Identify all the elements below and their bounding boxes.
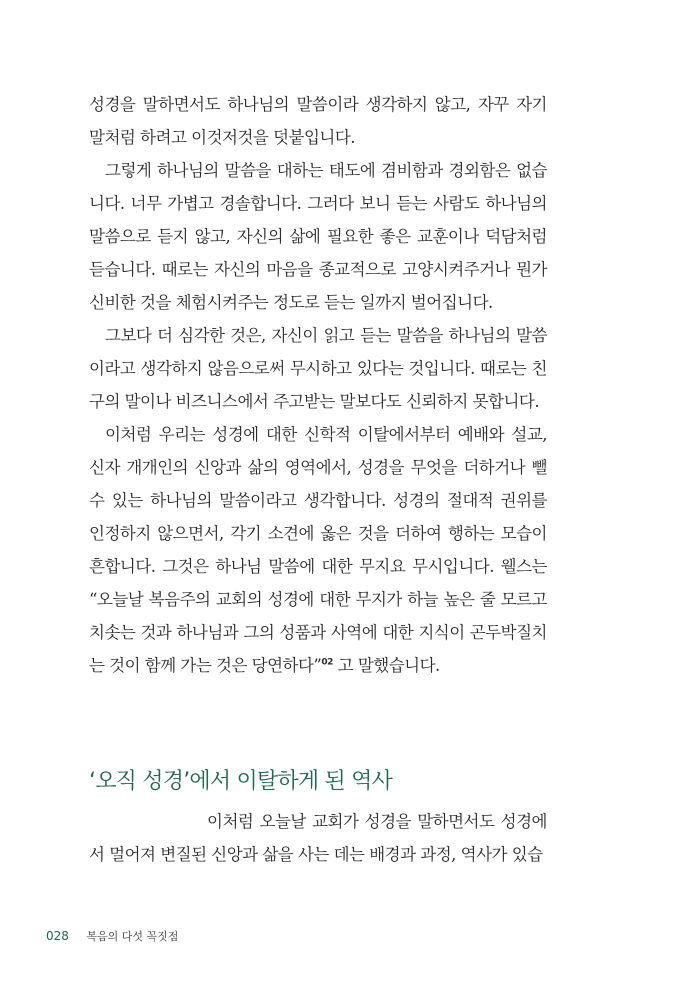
section-body <box>89 805 547 871</box>
page-number: 028 <box>46 929 69 943</box>
paragraph-4-tail: 고 말했습니다. <box>332 656 440 675</box>
section-heading: ‘오직 성경’에서 이탈하게 된 역사 <box>89 769 393 794</box>
paragraph-4 <box>89 418 547 682</box>
paragraph-2: 그렇게 하나님의 말씀을 대하는 태도에 겸비함과 경외함은 없습니다. 너무 가볍고 경솔합니다. 그러다 보니 듣는 사람도 하나님의 말씀으로 듣지 않고, 자신의 삶에 필요한 좋은 교훈이나 덕담처럼 듣습니다. 때로는 자신의 마음을 종교적으로 고양시켜주거나 뭔가 신비한 것을 체험시켜주는 정도로 듣는 일까지 벌어집니다. <box>89 161 547 312</box>
section-paragraph: 이처럼 오늘날 교회가 성경을 말하면서도 성경에서 멀어져 변질된 신앙과 삶을 사는 데는 배경과 과정, 역사가 있습 <box>89 812 547 864</box>
paragraph-1: 성경을 말하면서도 하나님의 말씀이라 생각하지 않고, 자꾸 자기 말처럼 하려고 이것저것을 덧붙입니다. <box>89 95 547 147</box>
paragraph-3: 그보다 더 심각한 것은, 자신이 읽고 듣는 말씀을 하나님의 말씀이라고 생각하지 않음으로써 무시하고 있다는 것입니다. 때로는 친구의 말이나 비즈니스에서 주고받는 말보다도 신뢰하지 못합니다. <box>89 326 547 411</box>
body-text-block <box>89 88 547 682</box>
paragraph-4-text: 이처럼 우리는 성경에 대한 신학적 이탈에서부터 예배와 설교, 신자 개개인의 신앙과 삶의 영역에서, 성경을 무엇을 더하거나 뺄 수 있는 하나님의 말씀이라고 생각합니다. 성경의 절대적 권위를 인정하지 않으면서, 각기 소견에 옳은 것을 더하여 행하는 모습이 흔합니다. 그것은 하나님 말씀에 대한 무지요 무시입니다. 웰스는 “오늘날 복음주의 교회의 성경에 대한 무지가 하늘 높은 줄 모르고 치솟는 것과 하나님과 그의 성품과 사역에 대한 지식이 곤두박질치는 것이 함께 가는 것은 당연하다” <box>89 425 547 675</box>
running-title: 복음의 다섯 꼭짓점 <box>86 930 179 943</box>
page-footer <box>46 928 178 944</box>
footnote-reference: 02 <box>321 657 333 668</box>
